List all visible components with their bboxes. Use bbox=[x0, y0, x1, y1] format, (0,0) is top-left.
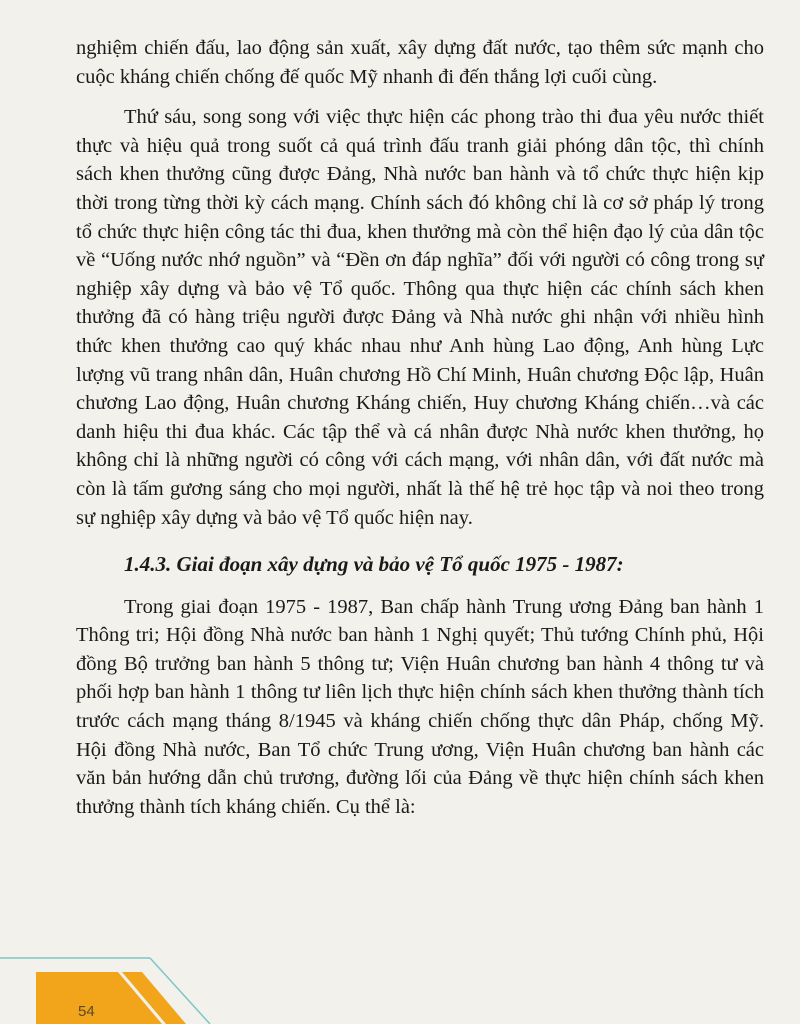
footer-decoration bbox=[0, 914, 800, 1024]
paragraph-period-1975-1987: Trong giai đoạn 1975 - 1987, Ban chấp hành Trung ương Đảng ban hành 1 Thông tri; Hội đồng Nhà nước ban hành 1 Nghị quyết; Thủ tướng Chính phủ, Hội đồng Bộ trưởng ban hành 5 thông tư; Viện Huân chương ban hành 4 thông tư và phối hợp ban hành 1 thông tư liên lịch thực hiện chính sách khen thưởng thành tích trước cách mạng tháng 8/1945 và kháng chiến chống thực dân Pháp, chống Mỹ. Hội đồng Nhà nước, Ban Tổ chức Trung ương, Viện Huân chương ban hành các văn bản hướng dẫn chủ trương, đường lối của Đảng về thực hiện chính sách khen thưởng thành tích kháng chiến. Cụ thể là: bbox=[76, 595, 764, 818]
page-footer bbox=[0, 914, 800, 1024]
paragraph-continuation: nghiệm chiến đấu, lao động sản xuất, xây dựng đất nước, tạo thêm sức mạnh cho cuộc kháng chiến chống đế quốc Mỹ nhanh đi đến thắng lợi cuối cùng. bbox=[76, 37, 764, 88]
page-body bbox=[76, 34, 764, 833]
paragraph-reward-policy: Thứ sáu, song song với việc thực hiện các phong trào thi đua yêu nước thiết thực và hiệu quả trong suốt cả quá trình đấu tranh giải phóng dân tộc, thì chính sách khen thưởng cũng được Đảng, Nhà nước ban hành và tổ chức thực hiện kịp thời trong từng thời kỳ cách mạng. Chính sách đó không chỉ là cơ sở pháp lý trong tổ chức thực hiện công tác thi đua, khen thưởng mà còn thể hiện đạo lý của dân tộc về “Uống nước nhớ nguồn” và “Đền ơn đáp nghĩa” đối với người có công trong sự nghiệp xây dựng và bảo vệ Tổ quốc. Thông qua thực hiện các chính sách khen thưởng đã có hàng triệu người được Đảng và Nhà nước ghi nhận với nhiều hình thức khen thưởng cao quý khác nhau như Anh hùng Lao động, Anh hùng Lực lượng vũ trang nhân dân, Huân chương Hồ Chí Minh, Huân chương Độc lập, Huân chương Lao động, Huân chương Kháng chiến, Huy chương Kháng chiến…và các danh hiệu thi đua khác. Các tập thể và cá nhân được Nhà nước khen thưởng, họ không chỉ là những người có công với cách mạng, với nhân dân, với đất nước mà còn là tấm gương sáng cho mọi người, nhất là thế hệ trẻ học tập và noi theo trong sự nghiệp xây dựng và bảo vệ Tổ quốc hiện nay. bbox=[76, 106, 764, 529]
page-number: 54 bbox=[78, 1003, 95, 1020]
section-heading: 1.4.3. Giai đoạn xây dựng và bảo vệ Tổ quốc 1975 - 1987: bbox=[124, 552, 624, 577]
